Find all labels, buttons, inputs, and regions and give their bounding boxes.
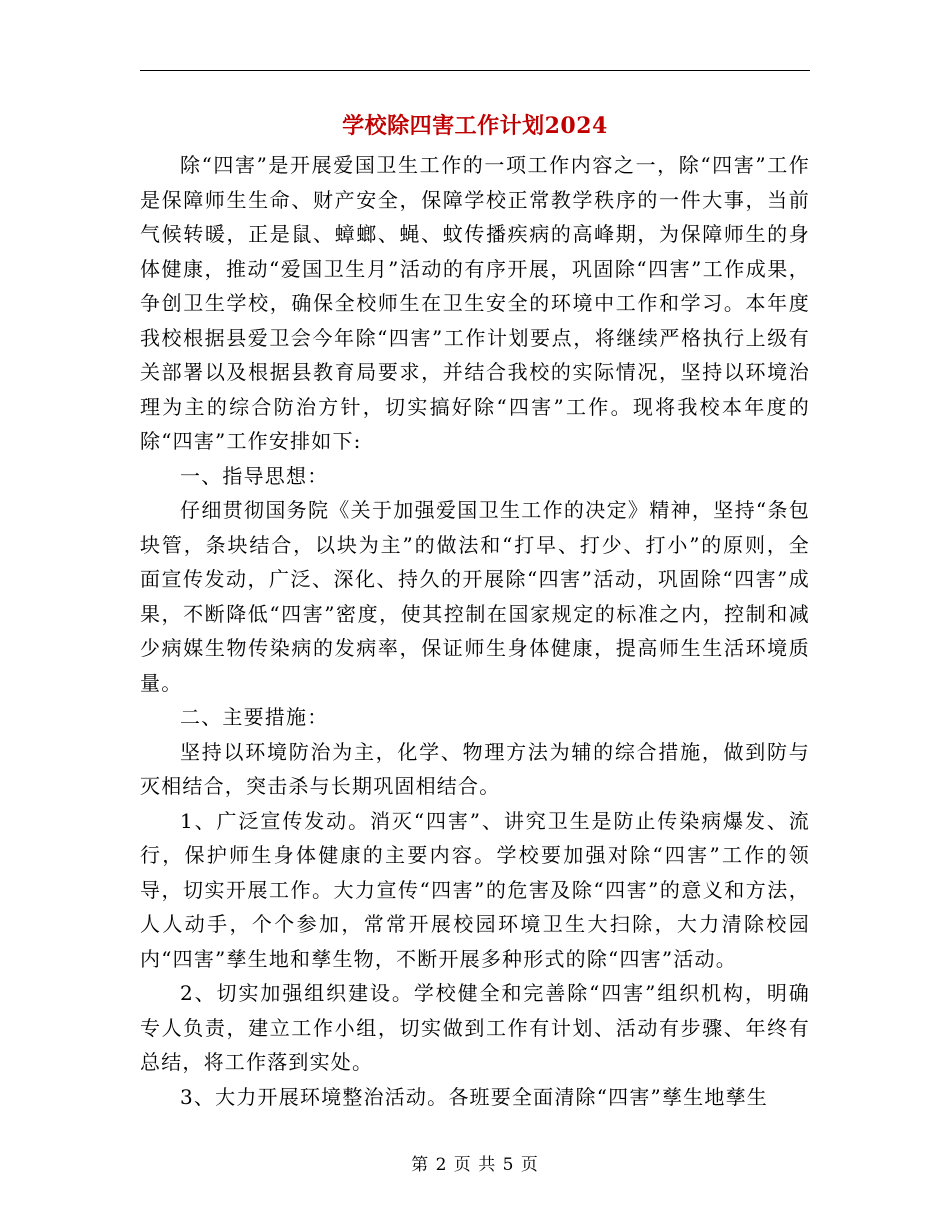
header-rule — [140, 70, 810, 71]
heading-main-measures: 二、主要措施： — [180, 705, 329, 729]
page-number-footer: 第 2 页 共 5 页 — [411, 1155, 539, 1175]
document-body — [140, 148, 810, 1114]
paragraph-measure-2: 2、切实加强组织建设。学校健全和完善除“四害”组织机构，明确专人负责，建立工作小组，切实做到工作有计划、活动有步骤、年终有总结，将工作落到实处。 — [140, 981, 810, 1074]
paragraph-intro: 除“四害”是开展爱国卫生工作的一项工作内容之一，除“四害”工作是保障师生生命、财产安全，保障学校正常教学秩序的一件大事，当前气候转暖，正是鼠、蟑螂、蝇、蚊传播疾病的高峰期，为保障师生的身体健康，推动“爱国卫生月”活动的有序开展，巩固除“四害”工作成果，争创卫生学校，确保全校师生在卫生安全的环境中工作和学习。本年度我校根据县爱卫会今年除“四害”工作计划要点，将继续严格执行上级有关部署以及根据县教育局要求，并结合我校的实际情况，坚持以环境治理为主的综合防治方针，切实搞好除“四害”工作。现将我校本年度的除“四害”工作安排如下: — [140, 153, 810, 453]
paragraph-guiding-thought: 仔细贯彻国务院《关于加强爱国卫生工作的决定》精神，坚持“条包块管，条块结合，以块为主”的做法和“打早、打少、打小”的原则，全面宣传发动，广泛、深化、持久的开展除“四害”活动，巩固除“四害”成果，不断降低“四害”密度，使其控制在国家规定的标准之内，控制和减少病媒生物传染病的发病率，保证师生身体健康，提高师生生活环境质量。 — [140, 498, 810, 695]
paragraph-measure-3: 3、大力开展环境整治活动。各班要全面清除“四害”孳生地孳生 — [180, 1084, 768, 1109]
paragraph-main-measures: 坚持以环境防治为主，化学、物理方法为辅的综合措施，做到防与灭相结合，突击杀与长期巩固相结合。 — [140, 739, 810, 798]
paragraph-measure-1: 1、广泛宣传发动。消灭“四害”、讲究卫生是防止传染病爆发、流行，保护师生身体健康的主要内容。学校要加强对除“四害”工作的领导，切实开展工作。大力宣传“四害”的危害及除“四害”的意义和方法，人人动手，个个参加，常常开展校园环境卫生大扫除，大力清除校园内“四害”孳生地和孳生物，不断开展多种形式的除“四害”活动。 — [140, 808, 810, 971]
document-title: 学校除四害工作计划2024 — [342, 113, 608, 139]
heading-guiding-thought: 一、指导思想： — [180, 463, 329, 488]
document-page — [140, 0, 810, 1230]
